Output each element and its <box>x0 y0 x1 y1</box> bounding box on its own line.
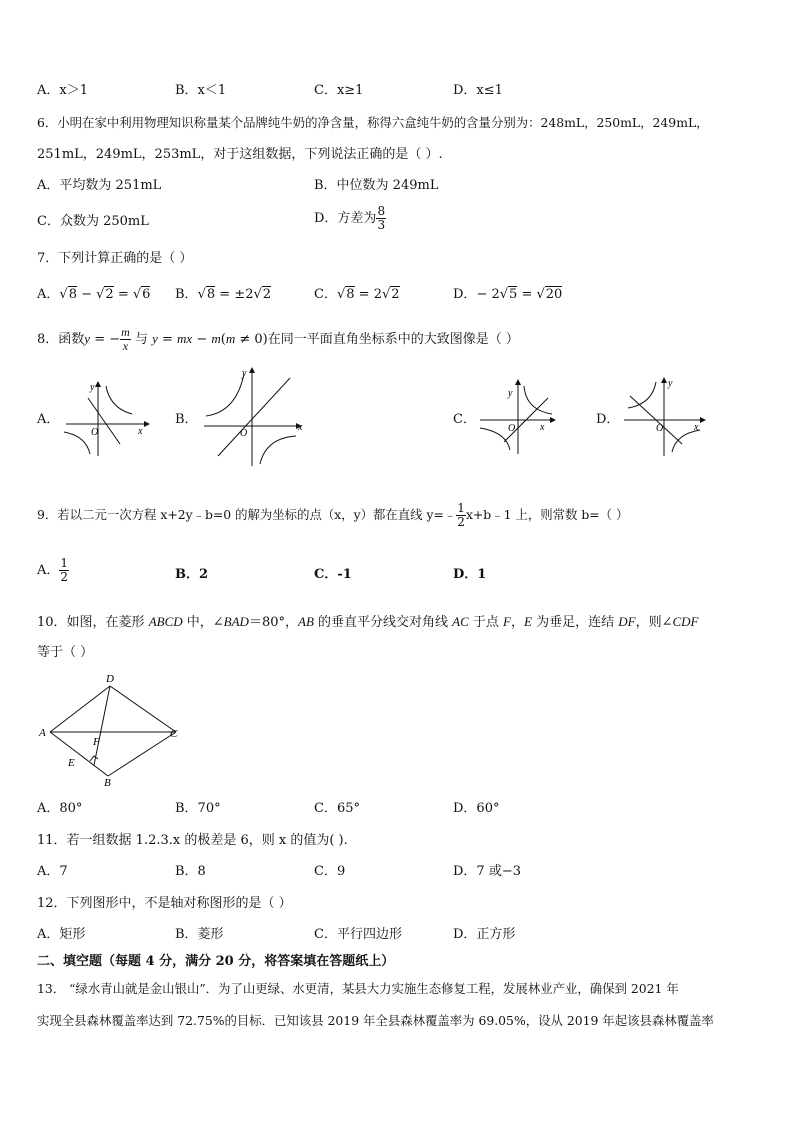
axis-y-label: y <box>242 368 247 379</box>
q10-option-d: D．60° <box>453 801 500 816</box>
q10-text: ABCD <box>148 614 183 629</box>
q7-option-b <box>175 286 271 304</box>
q10-text: 中，∠ <box>182 615 224 630</box>
q8-option-c-label: C． <box>453 412 476 427</box>
q10-text: BAD <box>223 614 249 629</box>
q9-option-c: C．-1 <box>314 567 352 582</box>
q9-option-d: D．1 <box>453 567 487 582</box>
q5-option-d: D．x≤1 <box>453 83 503 98</box>
q10-text: E <box>524 614 532 629</box>
q7-option-c-label: C． <box>314 287 337 302</box>
q5-option-a: A．x＞1 <box>37 83 88 98</box>
q9-option-a-label: A． <box>37 563 60 578</box>
q12-option-a: A．矩形 <box>37 927 86 942</box>
q8-graph-a <box>62 378 154 458</box>
vertex-label-a: A <box>39 727 46 739</box>
axis-x-label: x <box>540 422 545 433</box>
q6-stem-line2: 251mL，249mL，253mL，对于这组数据，下列说法正确的是（ ）. <box>37 147 443 162</box>
q10-text: 为垂足，连结 <box>531 615 619 630</box>
q7-option-b-expr: √8 = ±2√2 <box>197 287 272 302</box>
fraction-denominator: 2 <box>60 570 69 584</box>
q6-option-c: C．众数为 250mL <box>37 214 149 229</box>
q10-option-a: A．80° <box>37 801 83 816</box>
q10-text: ，则∠ <box>635 615 673 630</box>
fraction-numerator: 1 <box>457 501 465 515</box>
q10-stem-line1 <box>37 613 698 632</box>
q5-option-b: B．x＜1 <box>175 83 227 98</box>
q10-option-c: C．65° <box>314 801 360 816</box>
q7-option-d-expr: − 2√5 = √20 <box>476 287 563 302</box>
q7-option-d-label: D． <box>453 287 477 302</box>
q8-option-b-label: B． <box>175 412 198 427</box>
q10-stem-line2: 等于（ ） <box>37 645 94 660</box>
q13-stem-line2: 实现全县森林覆盖率达到 72.75%的目标．已知该县 2019 年全县森林覆盖率为 69.05%，设从 2019 年起该县森林覆盖率 <box>37 1013 714 1028</box>
q9-stem-fraction <box>456 502 466 529</box>
fraction-denominator: 3 <box>377 218 386 232</box>
q6-option-b: B．中位数为 249mL <box>314 178 439 193</box>
fraction-denominator: 2 <box>457 515 465 529</box>
q10-text: AB <box>298 614 314 629</box>
axis-y-label: y <box>668 378 673 389</box>
axis-x-label: x <box>694 422 699 433</box>
origin-label: O <box>91 427 99 438</box>
q9-stem-suffix: x+b﹣1 上，则常数 b=（ ） <box>465 507 629 522</box>
vertex-label-c: C <box>170 728 178 740</box>
q10-text: 10．如图，在菱形 <box>37 615 149 630</box>
origin-label: O <box>240 428 248 439</box>
axis-x-label: x <box>138 426 143 437</box>
q6-option-d <box>314 205 386 232</box>
q10-text: 的垂直平分线交对角线 <box>313 615 453 630</box>
q7-option-a <box>37 286 150 304</box>
q10-text: F <box>503 614 511 629</box>
q11-option-a: A．7 <box>37 864 68 879</box>
q9-stem-prefix: 9．若以二元一次方程 x+2y﹣b=0 的解为坐标的点（x，y）都在直线 y=﹣ <box>37 507 457 522</box>
vertex-label-b: B <box>104 777 111 789</box>
vertex-label-d: D <box>106 673 114 685</box>
q10-text: ， <box>511 615 525 630</box>
q7-option-a-label: A． <box>37 287 60 302</box>
q11-option-b: B．8 <box>175 864 206 879</box>
q7-option-d <box>453 286 562 304</box>
q12-option-d: D．正方形 <box>453 927 516 942</box>
axis-y-label: y <box>90 382 95 393</box>
q9-option-a <box>37 557 69 584</box>
q7-option-c <box>314 286 400 304</box>
point-label-e: E <box>68 757 75 769</box>
q8-function-1: y = − $\frac{m}{x}$ <box>84 325 130 353</box>
axis-y-label: y <box>508 388 513 399</box>
q8-graph-c <box>476 376 560 456</box>
q9-option-a-fraction <box>59 557 69 584</box>
q12-option-c: C．平行四边形 <box>314 927 402 942</box>
q8-graph-d <box>620 374 710 458</box>
q7-stem: 7．下列计算正确的是（ ） <box>37 251 193 266</box>
q8-option-d-label: D． <box>596 412 620 427</box>
q11-stem: 11．若一组数据 1.2.3.x 的极差是 6，则 x 的值为( ). <box>37 833 348 848</box>
q10-text: CDF <box>672 614 699 629</box>
q10-rhombus-figure <box>36 672 188 790</box>
q8-stem: 8．函数y = − $\frac{m}{x}$ 与 y = mx − m(m ≠ 0)在同一平面直角坐标系中的大致图像是（ ） <box>37 325 519 353</box>
q10-text: 于点 <box>468 615 504 630</box>
origin-label: O <box>508 423 516 434</box>
q6-option-d-prefix: D．方差为 <box>314 211 377 226</box>
q6-option-a: A．平均数为 251mL <box>37 178 162 193</box>
q10-text: AC <box>452 614 469 629</box>
fraction-numerator: 1 <box>60 556 69 570</box>
origin-label: O <box>656 423 664 434</box>
q12-option-b: B．菱形 <box>175 927 224 942</box>
q10-text: DF <box>618 614 636 629</box>
point-label-f: F <box>93 736 100 748</box>
q6-option-d-fraction <box>376 205 386 232</box>
q10-text: ＝80°， <box>248 615 298 630</box>
q8-stem-prefix: 8．函数 <box>37 332 85 347</box>
q9-stem <box>37 502 628 529</box>
q6-stem-line1: 6．小明在家中利用物理知识称量某个品牌纯牛奶的净含量，称得六盒纯牛奶的含量分别为：248mL，250mL，249mL， <box>37 115 709 130</box>
q10-option-b: B．70° <box>175 801 221 816</box>
q7-option-c-expr: √8 = 2√2 <box>336 287 400 302</box>
q11-option-c: C．9 <box>314 864 346 879</box>
q13-stem-line1: 13． “绿水青山就是金山银山”．为了山更绿、水更清，某县大力实施生态修复工程，发展林业产业，确保到 2021 年 <box>37 981 679 996</box>
q8-function-2: y = mx − m(m ≠ 0) <box>152 331 268 347</box>
section-title-fill-in: 二、填空题（每题 4 分，满分 20 分，将答案填在答题纸上） <box>37 954 395 969</box>
q12-stem: 12．下列图形中，不是轴对称图形的是（ ） <box>37 896 292 911</box>
q5-option-c: C．x≥1 <box>314 83 364 98</box>
fraction-numerator: 8 <box>377 204 386 218</box>
q8-graph-b <box>200 364 308 468</box>
q9-option-b: B．2 <box>175 567 209 582</box>
q8-option-a-label: A． <box>37 412 60 427</box>
axis-x-label: x <box>298 422 303 433</box>
q7-option-b-label: B． <box>175 287 198 302</box>
q7-option-a-expr: √8 − √2 = √6 <box>59 287 151 302</box>
q11-option-d: D．7 或−3 <box>453 864 521 879</box>
q8-stem-suffix: 在同一平面直角坐标系中的大致图像是（ ） <box>267 332 519 347</box>
